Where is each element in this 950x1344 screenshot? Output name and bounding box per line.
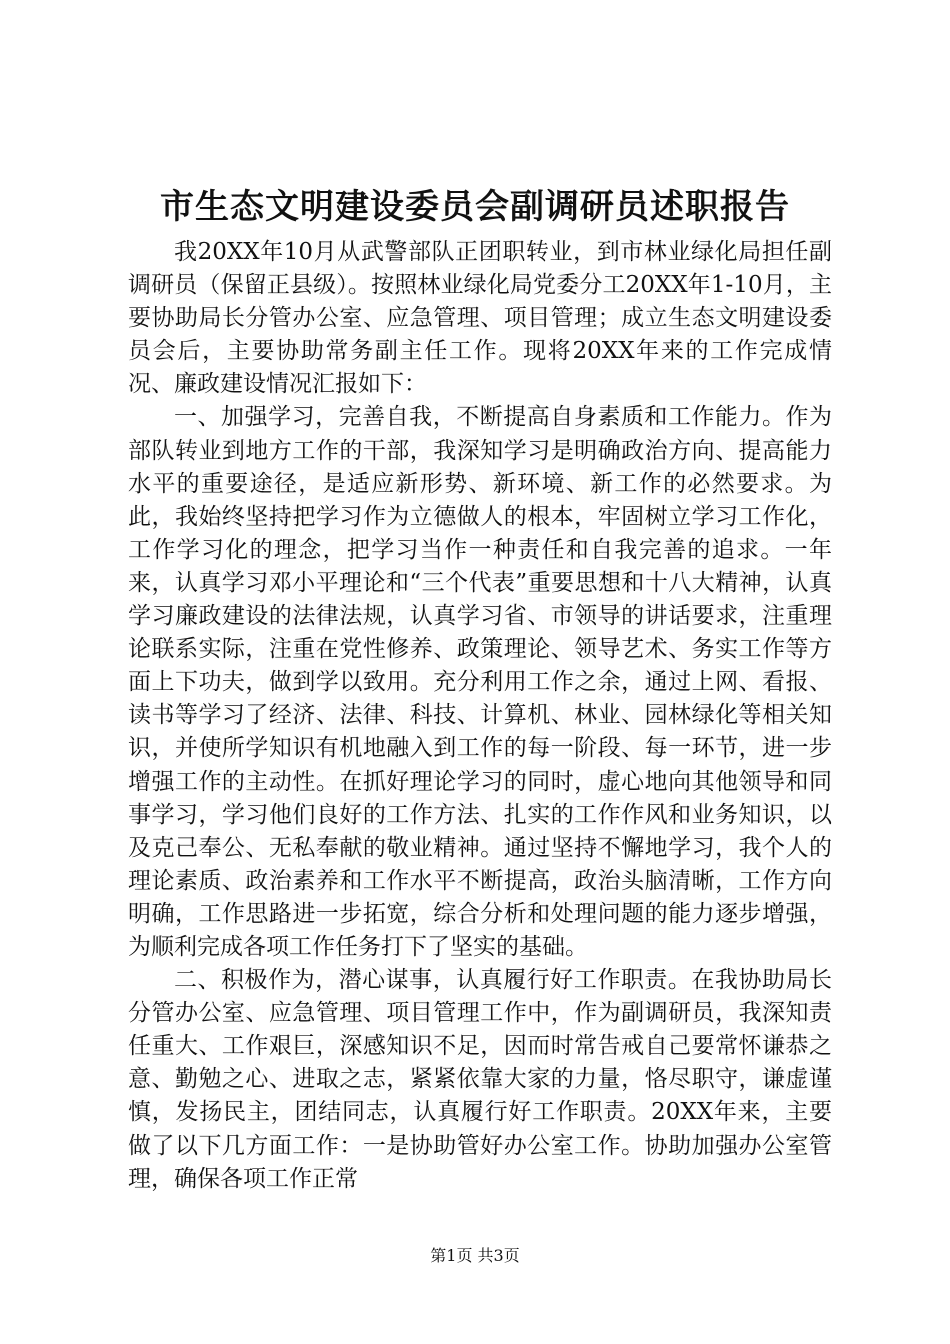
paragraph-section-1: 一、加强学习，完善自我，不断提高自身素质和工作能力。作为部队转业到地方工作的干部，我深知学习是明确政治方向、提高能力水平的重要途径，是适应新形势、新环境、新工作的必然要求。为此，我始终坚持把学习作为立德做人的根本，牢固树立学习工作化，工作学习化的理念，把学习当作一种责任和自我完善的追求。一年来，认真学习邓小平理论和“三个代表”重要思想和十八大精神，认真学习廉政建设的法律法规，认真学习省、市领导的讲话要求，注重理论联系实际，注重在党性修养、政策理论、领导艺术、务实工作等方面上下功夫，做到学以致用。充分利用工作之余，通过上网、看报、读书等学习了经济、法律、科技、计算机、林业、园林绿化等相关知识，并使所学知识有机地融入到工作的每一阶段、每一环节，进一步增强工作的主动性。在抓好理论学习的同时，虚心地向其他领导和同事学习，学习他们良好的工作方法、扎实的工作作风和业务知识，以及克己奉公、无私奉献的敬业精神。通过坚持不懈地学习，我个人的理论素质、政治素养和工作水平不断提高，政治头脑清晰，工作方向明确，工作思路进一步拓宽，综合分析和处理问题的能力逐步增强，为顺利完成各项工作任务打下了坚实的基础。 bbox=[128, 404, 832, 960]
paragraph-intro: 我20XX年10月从武警部队正团职转业，到市林业绿化局担任副调研员（保留正县级）。按照林业绿化局党委分工20XX年1-10月，主要协助局长分管办公室、应急管理、项目管理；成立生态文明建设委员会后，主要协助常务副主任工作。现将20XX年来的工作完成情况、廉政建设情况汇报如下： bbox=[128, 239, 832, 398]
paragraph-section-2: 二、积极作为，潜心谋事，认真履行好工作职责。在我协助局长分管办公室、应急管理、项目管理工作中，作为副调研员，我深知责任重大、工作艰巨，深感知识不足，因而时常告戒自己要常怀谦恭之意、勤勉之心、进取之志，紧紧依靠大家的力量，恪尽职守，谦虚谨慎，发扬民主，团结同志，认真履行好工作职责。20XX年来，主要做了以下几方面工作：一是协助管好办公室工作。协助加强办公室管理，确保各项工作正常 bbox=[128, 967, 832, 1192]
document-title: 市生态文明建设委员会副调研员述职报告 bbox=[160, 187, 790, 227]
document-body bbox=[128, 236, 832, 1196]
page-number-footer: 第1页 共3页 bbox=[430, 1246, 520, 1265]
